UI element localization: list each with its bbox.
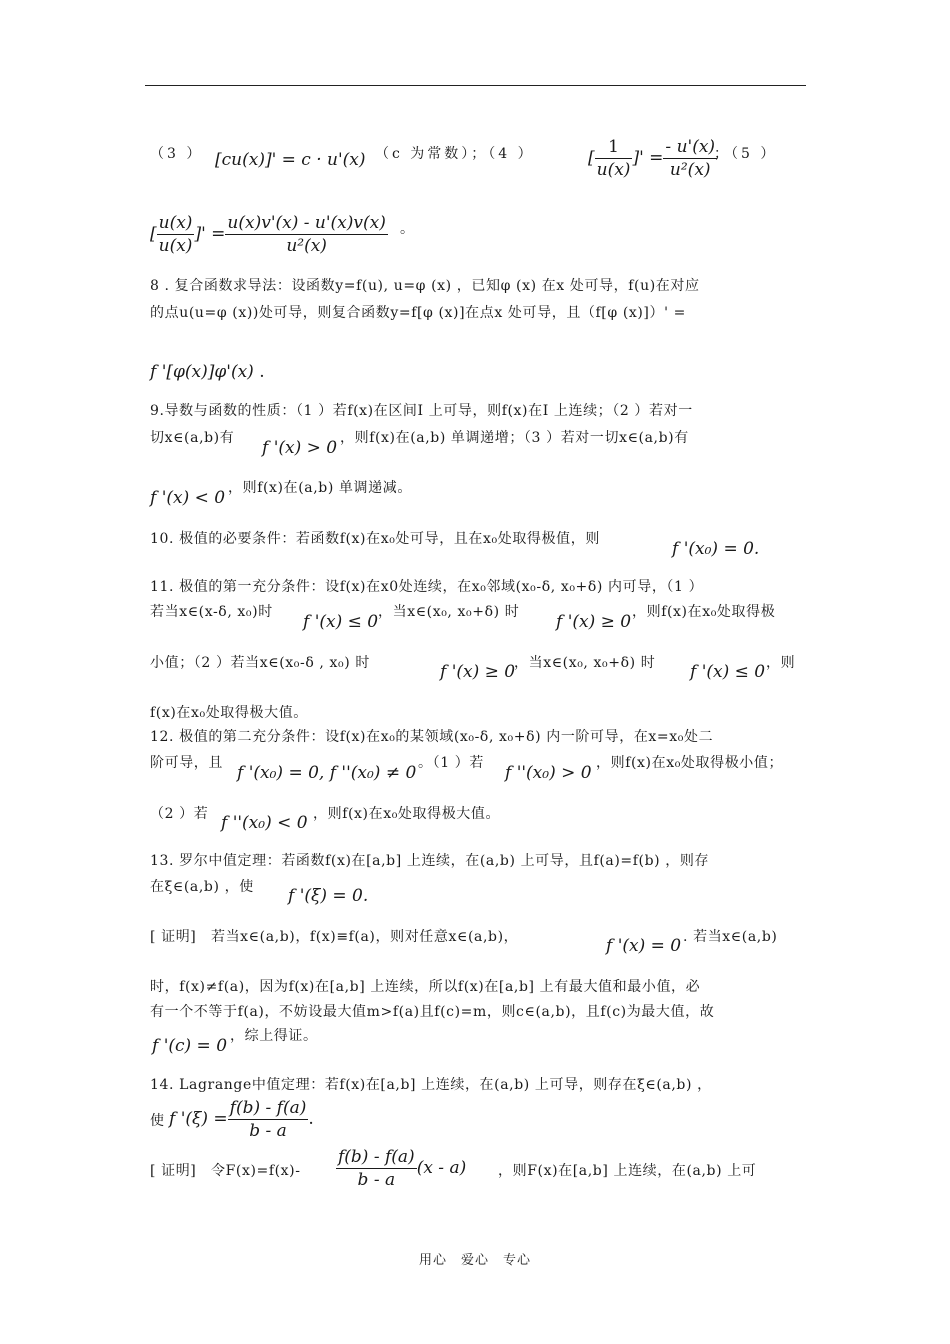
formula-lagrange: f '(ξ) = $\frac{f(b) - f(a)}{b - a}$ . bbox=[169, 1098, 314, 1141]
formula-le-zero-right: f '(x) ≤ 0 bbox=[690, 662, 766, 682]
formula-second-derivative-negative: f ''(x₀) < 0 bbox=[221, 813, 308, 833]
proof-13-line1b: . 若当x∈(a,b) bbox=[683, 929, 778, 945]
para-11-line2b: ，当x∈(x₀, x₀+δ) 时 bbox=[378, 604, 520, 620]
formula-critical-point: f '(x₀) = 0. bbox=[672, 539, 760, 559]
proof-13-line4: ，综上得证。 bbox=[230, 1028, 318, 1044]
item-5-label: ；（5 ） bbox=[714, 146, 778, 162]
formula-auxiliary-function: $\frac{f(b) - f(a)}{b - a}$ (x - a) bbox=[338, 1147, 467, 1190]
para-9-line2a: 切x∈(a,b)有 bbox=[150, 430, 235, 446]
proof-13-line3: 有一个不等于f(a)，不妨设最大值m>f(a)且f(c)=m，则c∈(a,b)，且f(c)为最大值，故 bbox=[150, 1004, 715, 1020]
para-11-line1: 11. 极值的第一充分条件：设f(x)在x0处连续，在x₀邻域(x₀-δ, x₀+δ) 内可导，（1 ） bbox=[150, 579, 704, 595]
para-12-line2c: ，则f(x)在x₀处取得极小值； bbox=[596, 755, 784, 771]
formula-reciprocal: [ $\frac{1}{u(x)}$ ]' = $\frac{- u'(x)}{\text{u²(x)}}$ bbox=[588, 137, 716, 180]
para-14-line2: 使 bbox=[150, 1113, 165, 1129]
para-9-line3: ，则f(x)在(a,b) 单调递减。 bbox=[228, 480, 412, 496]
proof-13-line2: 时，f(x)≠f(a)，因为f(x)在[a,b] 上连续，所以f(x)在[a,b] 上有最大值和最小值，必 bbox=[150, 979, 701, 995]
item-3-label: （3 ） bbox=[150, 146, 204, 162]
para-12-line1: 12. 极值的第二充分条件：设f(x)在x₀的某领域(x₀-δ, x₀+δ) 内一阶可导，在x=x₀处二 bbox=[150, 729, 714, 745]
item-4-label: （c 为常数）；（4 ） bbox=[375, 146, 535, 162]
formula-derivative-positive: f '(x) > 0 bbox=[262, 438, 338, 458]
formula-chain-rule: f '[φ(x)]φ'(x) . bbox=[150, 362, 265, 382]
para-9-line1: 9.导数与函数的性质：（1 ）若f(x)在区间I 上可导，则f(x)在I 上连续；（2 ）若对一 bbox=[150, 403, 693, 419]
para-11-line3c: ，则 bbox=[766, 655, 796, 671]
para-11-line4: f(x)在x₀处取得极大值。 bbox=[150, 705, 308, 721]
para-9-line2b: ，则f(x)在(a,b) 单调递增；（3 ）若对一切x∈(a,b)有 bbox=[340, 430, 689, 446]
formula-le-zero-left: f '(x) ≤ 0 bbox=[303, 612, 379, 632]
proof-13-line1a: [ 证明] 若当x∈(a,b)，f(x)≡f(a)，则对任意x∈(a,b)， bbox=[150, 929, 519, 945]
para-8-line2: 的点u(u=φ (x))处可导，则复合函数y=f[φ (x)]在点x 处可导，且（f[φ (x)]）' = bbox=[150, 305, 686, 321]
formula-ge-zero-left: f '(x) ≥ 0 bbox=[440, 662, 516, 682]
page-footer: 用心 爱心 专心 bbox=[418, 1253, 531, 1268]
formula-zero-derivative-x: f '(x) = 0 bbox=[606, 936, 682, 956]
para-11-line2a: 若当x∈(x-δ, x₀)时 bbox=[150, 604, 273, 620]
para-10: 10. 极值的必要条件：若函数f(x)在x₀处可导，且在x₀处取得极值，则 bbox=[150, 531, 600, 547]
proof-14-line1b: ，则F(x)在[a,b] 上连续，在(a,b) 上可 bbox=[498, 1163, 757, 1179]
para-13-line2: 在ξ∈(a,b) ，使 bbox=[150, 879, 254, 895]
quotient-period: 。 bbox=[400, 221, 415, 237]
formula-derivative-negative: f '(x) < 0 bbox=[150, 488, 226, 508]
para-12-line3a: （2 ）若 bbox=[150, 806, 209, 822]
para-12-line3b: ，则f(x)在x₀处取得极大值。 bbox=[313, 806, 501, 822]
proof-14-line1a: [ 证明] 令F(x)=f(x)- bbox=[150, 1163, 301, 1179]
para-8-line1: 8 . 复合函数求导法：设函数y=f(u), u=φ (x) ，已知φ (x) 在x 处可导，f(u)在对应 bbox=[150, 278, 700, 294]
header-rule bbox=[145, 85, 806, 86]
formula-zero-derivative-c: f '(c) = 0 bbox=[152, 1036, 228, 1056]
formula-constant-multiple: [cu(x)]' = c · u'(x) bbox=[215, 150, 366, 170]
formula-rolle: f '(ξ) = 0. bbox=[288, 886, 369, 906]
formula-second-derivative-positive: f ''(x₀) > 0 bbox=[505, 763, 592, 783]
para-12-line2a: 阶可导，且 bbox=[150, 755, 223, 771]
para-11-line2c: ，则f(x)在x₀处取得极 bbox=[632, 604, 776, 620]
para-11-line3a: 小值；（2 ）若当x∈(x₀-δ , x₀) 时 bbox=[150, 655, 370, 671]
formula-quotient: [ $\frac{u(x)}{u(x)}$ ]' = $\frac{u(x)v'(x) - u'(x)v(x)}{\text{u²(x)}}$ bbox=[150, 213, 386, 256]
para-12-line2b: 。（1 ）若 bbox=[418, 755, 484, 771]
formula-second-derivative-condition: f '(x₀) = 0, f ''(x₀) ≠ 0 bbox=[237, 763, 417, 783]
para-13-line1: 13. 罗尔中值定理：若函数f(x)在[a,b] 上连续，在(a,b) 上可导，且f(a)=f(b) ，则存 bbox=[150, 853, 710, 869]
formula-ge-zero-right: f '(x) ≥ 0 bbox=[556, 612, 632, 632]
para-11-line3b: ，当x∈(x₀, x₀+δ) 时 bbox=[514, 655, 656, 671]
para-14-line1: 14. Lagrange中值定理：若f(x)在[a,b] 上连续，在(a,b) 上可导，则存在ξ∈(a,b) ， bbox=[150, 1077, 712, 1093]
